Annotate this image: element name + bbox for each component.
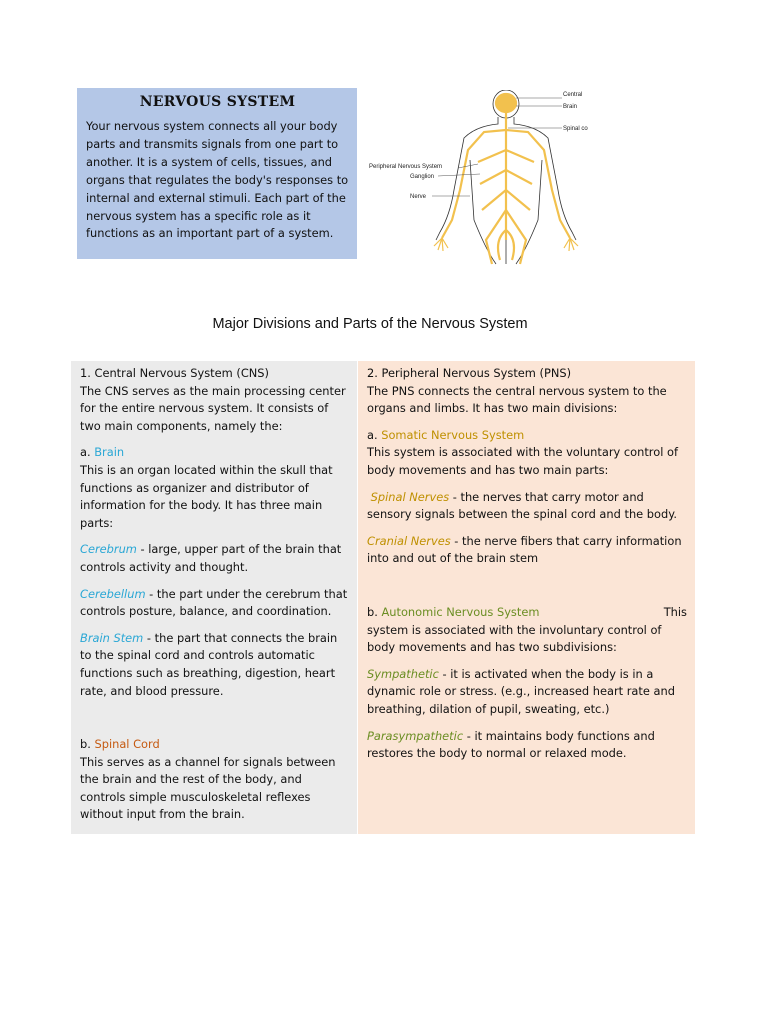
pns-intro: The PNS connects the central nervous system to the organs and limbs. It has two main divisions: xyxy=(367,383,667,416)
spinal-nerves-desc: - the nerves that carry motor and sensory signals between the spinal cord and the body. xyxy=(367,489,677,522)
spinal-desc: This serves as a channel for signals between the brain and the rest of the body, and controls simple musculoskeletal reflexes without input from the brain. xyxy=(80,754,336,822)
pns-heading: 2. Peripheral Nervous System (PNS) xyxy=(367,366,572,380)
cranial-nerves-desc: - the nerve fibers that carry information into and out of the brain stem xyxy=(367,533,682,566)
autonomic-title: Autonomic Nervous System xyxy=(381,604,540,619)
somatic-prefix: a. xyxy=(367,427,382,442)
brain-heading xyxy=(80,444,349,462)
brainstem-desc: - the part that connects the brain to the spinal cord and controls automatic functions such as breathing, digestion, heart rate, and blood pressure. xyxy=(80,630,338,698)
cns-heading: 1. Central Nervous System (CNS) xyxy=(80,366,269,380)
parasympathetic-term: Parasympathetic xyxy=(367,728,464,743)
label-nerve: Nerve xyxy=(410,194,427,200)
cerebellum-item xyxy=(80,586,349,621)
label-ganglion: Ganglion xyxy=(410,174,435,180)
cranial-nerves-term: Cranial Nerves xyxy=(367,533,451,548)
section-title: Major Divisions and Parts of the Nervous System xyxy=(212,316,528,332)
autonomic-heading xyxy=(367,604,687,622)
brainstem-term: Brain Stem xyxy=(80,630,144,645)
cerebellum-term: Cerebellum xyxy=(80,586,146,601)
cerebrum-term: Cerebrum xyxy=(80,542,137,557)
autonomic-this: This xyxy=(663,604,687,619)
spinal-prefix: b. xyxy=(80,737,95,752)
sympathetic-desc: - it is activated when the body is in a dynamic role or stress. (e.g., increased heart rate and breathing, dilation of pupil, sweating, etc.) xyxy=(367,666,675,716)
pns-column xyxy=(358,361,695,834)
parasympathetic-item xyxy=(367,728,687,763)
somatic-desc: This system is associated with the voluntary control of body movements and has two main parts: xyxy=(367,445,678,477)
spinal-nerves-item xyxy=(367,489,687,524)
spinal-nerves-term: Spinal Nerves xyxy=(370,489,450,504)
intro-title: NERVOUS SYSTEM xyxy=(139,94,296,110)
somatic-heading xyxy=(367,427,687,445)
label-central: Central xyxy=(563,92,583,98)
cerebrum-item xyxy=(80,541,349,576)
intro-text: Your nervous system connects all your body parts and transmits signals from one part to another. It is a system of cells, tissues, and organs that regulates the body's responses to internal and external stimuli. Each part of the nervous system has a specific role as it functions as an important part of a system. xyxy=(86,119,349,241)
brain-title: Brain xyxy=(94,445,125,460)
cranial-nerves-item xyxy=(367,533,687,568)
brain-prefix: a. xyxy=(80,445,95,460)
label-pns: Peripheral Nervous System xyxy=(369,164,443,170)
nervous-system-figure xyxy=(366,90,592,266)
label-spinal: Spinal co xyxy=(563,126,588,132)
cerebrum-desc: - large, upper part of the brain that controls activity and thought. xyxy=(80,542,342,574)
label-brain: Brain xyxy=(563,104,578,110)
nerve-network xyxy=(442,94,570,264)
autonomic-prefix: b. xyxy=(367,604,382,619)
spinal-heading xyxy=(80,736,349,754)
brain-desc: This is an organ located within the skull that functions as organizer and distributor of information for the body. It has three main parts: xyxy=(80,462,333,530)
autonomic-desc: system is associated with the involuntary control of body movements and has two subdivisions: xyxy=(367,622,662,655)
cns-column xyxy=(71,361,357,834)
sympathetic-term: Sympathetic xyxy=(367,666,439,681)
cerebellum-desc: - the part under the cerebrum that controls posture, balance, and coordination. xyxy=(80,586,348,619)
parasympathetic-desc: - it maintains body functions and restores the body to normal or relaxed mode. xyxy=(367,728,655,761)
somatic-title: Somatic Nervous System xyxy=(381,427,525,442)
brainstem-item xyxy=(80,630,349,700)
cns-intro: The CNS serves as the main processing center for the entire nervous system. It consists of two main components, namely the: xyxy=(80,383,346,433)
spinal-title: Spinal Cord xyxy=(94,737,160,752)
sympathetic-item xyxy=(367,666,687,719)
intro-box xyxy=(77,88,357,259)
